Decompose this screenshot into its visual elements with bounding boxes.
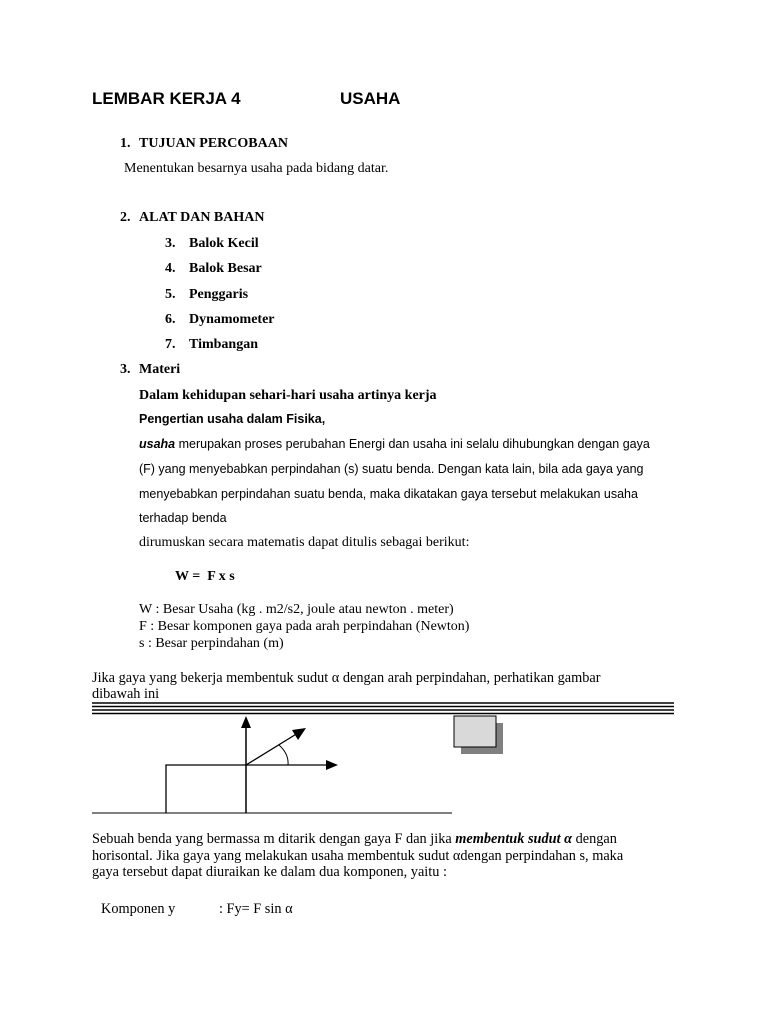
definition-line-1-text: merupakan proses perubahan Energi dan usaha ini selalu dihubungkan dengan gaya bbox=[175, 437, 650, 451]
section-1-number: 1. bbox=[120, 136, 131, 151]
definition-line-4: terhadap benda bbox=[139, 511, 227, 525]
ground-lines bbox=[92, 703, 674, 714]
component-y-label: Komponen y bbox=[101, 901, 176, 917]
list-item-label: Dynamometer bbox=[189, 312, 275, 327]
angle-arc bbox=[279, 745, 288, 765]
explanation-line-2: horisontal. Jika gaya yang melakukan usaha membentuk sudut αdengan perpindahan s, maka bbox=[92, 848, 624, 864]
section-1-heading bbox=[120, 136, 288, 152]
list-item bbox=[165, 287, 248, 303]
force-diagram bbox=[92, 700, 682, 820]
list-item-label: Balok Besar bbox=[189, 261, 262, 276]
list-item bbox=[165, 236, 259, 252]
explanation-line-3: gaya tersebut dapat diuraikan ke dalam dua komponen, yaitu : bbox=[92, 864, 447, 880]
list-item-label: Balok Kecil bbox=[189, 236, 259, 251]
list-item bbox=[165, 337, 258, 353]
section-1-title: TUJUAN PERCOBAAN bbox=[139, 136, 288, 151]
list-item-number: 5. bbox=[165, 287, 176, 302]
list-item-number: 7. bbox=[165, 337, 176, 352]
list-item-number: 4. bbox=[165, 261, 176, 276]
list-item-label: Penggaris bbox=[189, 287, 249, 302]
explanation-emphasis: membentuk sudut α bbox=[455, 831, 573, 847]
document-title: LEMBAR KERJA 4 bbox=[92, 89, 241, 108]
explanation-line-1-post: dengan bbox=[572, 831, 617, 847]
section-2-title: ALAT DAN BAHAN bbox=[139, 210, 265, 225]
section-3-heading bbox=[120, 362, 180, 378]
materi-heading: Dalam kehidupan sehari-hari usaha artinya kerja bbox=[139, 388, 437, 403]
explanation-line-1-pre: Sebuah benda yang bermassa m ditarik dengan gaya F dan jika bbox=[92, 831, 456, 847]
component-y-formula: : Fy= F sin α bbox=[219, 901, 293, 917]
definition-line-2: (F) yang menyebabkan perpindahan (s) suatu benda. Dengan kata lain, bila ada gaya yang bbox=[139, 462, 644, 476]
materi-subheading: Pengertian usaha dalam Fisika, bbox=[139, 412, 326, 426]
section-3-title: Materi bbox=[139, 362, 181, 377]
list-item-label: Timbangan bbox=[189, 337, 258, 352]
legend-line: W : Besar Usaha (kg . m2/s2, joule atau newton . meter) bbox=[139, 602, 454, 617]
x-axis-arrow bbox=[246, 760, 338, 770]
list-item bbox=[165, 261, 262, 277]
list-item-number: 6. bbox=[165, 312, 176, 327]
force-vector-arrow bbox=[246, 728, 306, 765]
list-item-number: 3. bbox=[165, 236, 176, 251]
section-2-number: 2. bbox=[120, 210, 131, 225]
document-topic: USAHA bbox=[340, 89, 401, 108]
section-3-number: 3. bbox=[120, 362, 131, 377]
legend-line: s : Besar perpindahan (m) bbox=[139, 636, 284, 651]
definition-term: usaha bbox=[139, 437, 176, 451]
definition-line-1 bbox=[139, 437, 650, 451]
angle-intro-line-1: Jika gaya yang bekerja membentuk sudut α dengan arah perpindahan, perhatikan gambar bbox=[92, 670, 601, 686]
block-shape bbox=[454, 716, 503, 754]
section-1-text: Menentukan besarnya usaha pada bidang datar. bbox=[124, 161, 389, 176]
definition-line-3: menyebabkan perpindahan suatu benda, maka dikatakan gaya tersebut melakukan usaha bbox=[139, 487, 638, 501]
formula: W = F x s bbox=[175, 569, 235, 584]
angle-intro-line-2: dibawah ini bbox=[92, 686, 160, 702]
list-item bbox=[165, 312, 275, 328]
legend-line: F : Besar komponen gaya pada arah perpindahan (Newton) bbox=[139, 619, 470, 634]
section-2-heading bbox=[120, 210, 265, 226]
explanation-line-1 bbox=[92, 831, 617, 848]
formula-intro: dirumuskan secara matematis dapat ditulis sebagai berikut: bbox=[139, 535, 470, 550]
box-outline bbox=[166, 765, 246, 813]
